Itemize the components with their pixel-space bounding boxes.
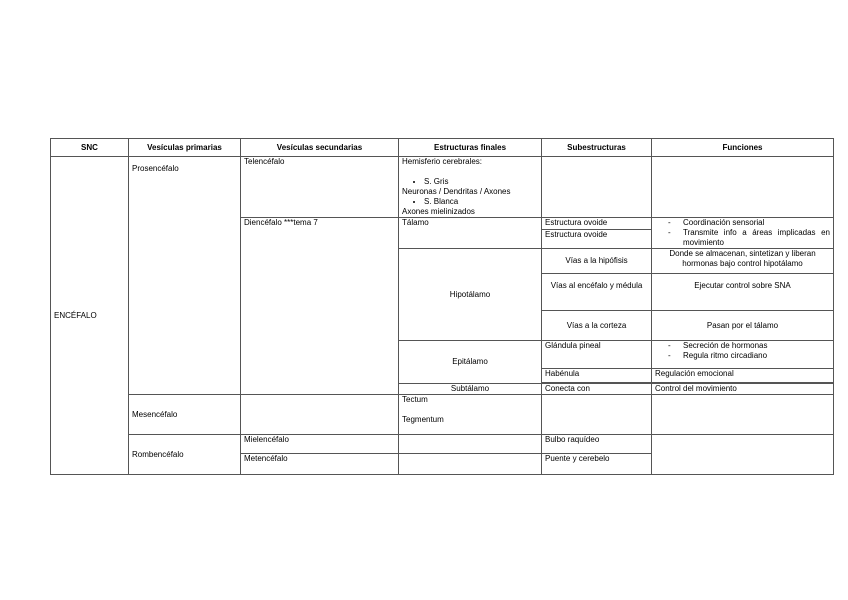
gray-matter-detail: Neuronas / Dendritas / Axones bbox=[402, 187, 511, 196]
table-row bbox=[51, 157, 834, 218]
talamo-functions bbox=[652, 218, 834, 249]
header-primary-vesicles: Vesículas primarias bbox=[129, 139, 241, 157]
epitalamo-function-2: Regulación emocional bbox=[652, 369, 834, 383]
metencefalo-structure bbox=[399, 454, 542, 475]
table-row bbox=[51, 435, 834, 454]
structure-epitalamo: Epitálamo bbox=[399, 341, 542, 384]
snc-encefalo: ENCÉFALO bbox=[51, 157, 129, 475]
hipotalamo-sub-3: Vías a la corteza bbox=[542, 311, 652, 341]
epitalamo-sub-2: Habénula bbox=[542, 369, 652, 383]
talamo-function-2: - Transmite info a áreas implicadas en movimiento bbox=[655, 228, 830, 248]
mielencefalo-substructure: Bulbo raquídeo bbox=[542, 435, 652, 454]
epitalamo-function-1b: - Regula ritmo circadiano bbox=[655, 351, 830, 361]
header-secondary-vesicles: Vesículas secundarias bbox=[241, 139, 399, 157]
rombencefalo-function bbox=[652, 435, 834, 475]
structure-tegmentum: Tegmentum bbox=[402, 415, 444, 424]
epitalamo-function-list bbox=[655, 341, 830, 361]
primary-prosencefalo: Prosencéfalo bbox=[129, 157, 241, 395]
structure-hemisferios bbox=[399, 157, 542, 218]
gray-matter-item: • S. Gris bbox=[424, 177, 538, 187]
nervous-system-table bbox=[50, 138, 834, 475]
structure-hipotalamo: Hipotálamo bbox=[399, 249, 542, 341]
structure-subtalamo: Subtálamo bbox=[399, 384, 542, 395]
structure-tectum: Tectum bbox=[402, 395, 428, 404]
talamo-sub-2: Estructura ovoide bbox=[542, 229, 652, 248]
secondary-mielencefalo: Mielencéfalo bbox=[241, 435, 399, 454]
secondary-telencefalo: Telencéfalo bbox=[241, 157, 399, 218]
white-matter-list bbox=[402, 197, 538, 207]
hipotalamo-function-1: Donde se almacenan, sintetizan y liberan hormonas bajo control hipotálamo bbox=[652, 249, 834, 274]
header-final-structures: Estructuras finales bbox=[399, 139, 542, 157]
secondary-metencefalo: Metencéfalo bbox=[241, 454, 399, 475]
talamo-function-1: - Coordinación sensorial bbox=[655, 218, 830, 228]
mesencefalo-secondary bbox=[241, 395, 399, 435]
hipotalamo-sub-2: Vías al encéfalo y médula bbox=[542, 274, 652, 311]
hipotalamo-sub-1: Vías a la hipófisis bbox=[542, 249, 652, 274]
subtalamo-sub: Conecta con bbox=[542, 384, 652, 395]
gray-matter-list bbox=[402, 177, 538, 187]
white-matter-detail: Axones mielinizados bbox=[402, 207, 475, 216]
white-matter-item: • S. Blanca bbox=[424, 197, 538, 207]
telencefalo-substructure bbox=[542, 157, 652, 218]
mesencefalo-function bbox=[652, 395, 834, 435]
hipotalamo-function-2: Ejecutar control sobre SNA bbox=[652, 274, 834, 311]
hipotalamo-function-3: Pasan por el tálamo bbox=[652, 311, 834, 341]
talamo-sub-1: Estructura ovoide bbox=[542, 218, 652, 230]
structure-talamo: Tálamo bbox=[399, 218, 542, 249]
structure-mesencefalo bbox=[399, 395, 542, 435]
hemisferios-heading: Hemisferio cerebrales: bbox=[402, 157, 483, 166]
header-functions: Funciones bbox=[652, 139, 834, 157]
mielencefalo-structure bbox=[399, 435, 542, 454]
subtalamo-function: Control del movimiento bbox=[652, 384, 834, 395]
mesencefalo-substructure bbox=[542, 395, 652, 435]
secondary-diencefalo: Diencéfalo ***tema 7 bbox=[241, 218, 399, 395]
epitalamo-functions bbox=[652, 341, 834, 369]
header-row bbox=[51, 139, 834, 157]
metencefalo-substructure: Puente y cerebelo bbox=[542, 454, 652, 475]
header-snc: SNC bbox=[51, 139, 129, 157]
primary-rombencefalo: Rombencéfalo bbox=[129, 435, 241, 475]
talamo-function-list bbox=[655, 218, 830, 248]
header-substructures: Subestructuras bbox=[542, 139, 652, 157]
table-row bbox=[51, 395, 834, 435]
epitalamo-sub-1: Glándula pineal bbox=[542, 341, 652, 369]
primary-mesencefalo: Mesencéfalo bbox=[129, 395, 241, 435]
telencefalo-function bbox=[652, 157, 834, 218]
epitalamo-function-1a: - Secreción de hormonas bbox=[655, 341, 830, 351]
